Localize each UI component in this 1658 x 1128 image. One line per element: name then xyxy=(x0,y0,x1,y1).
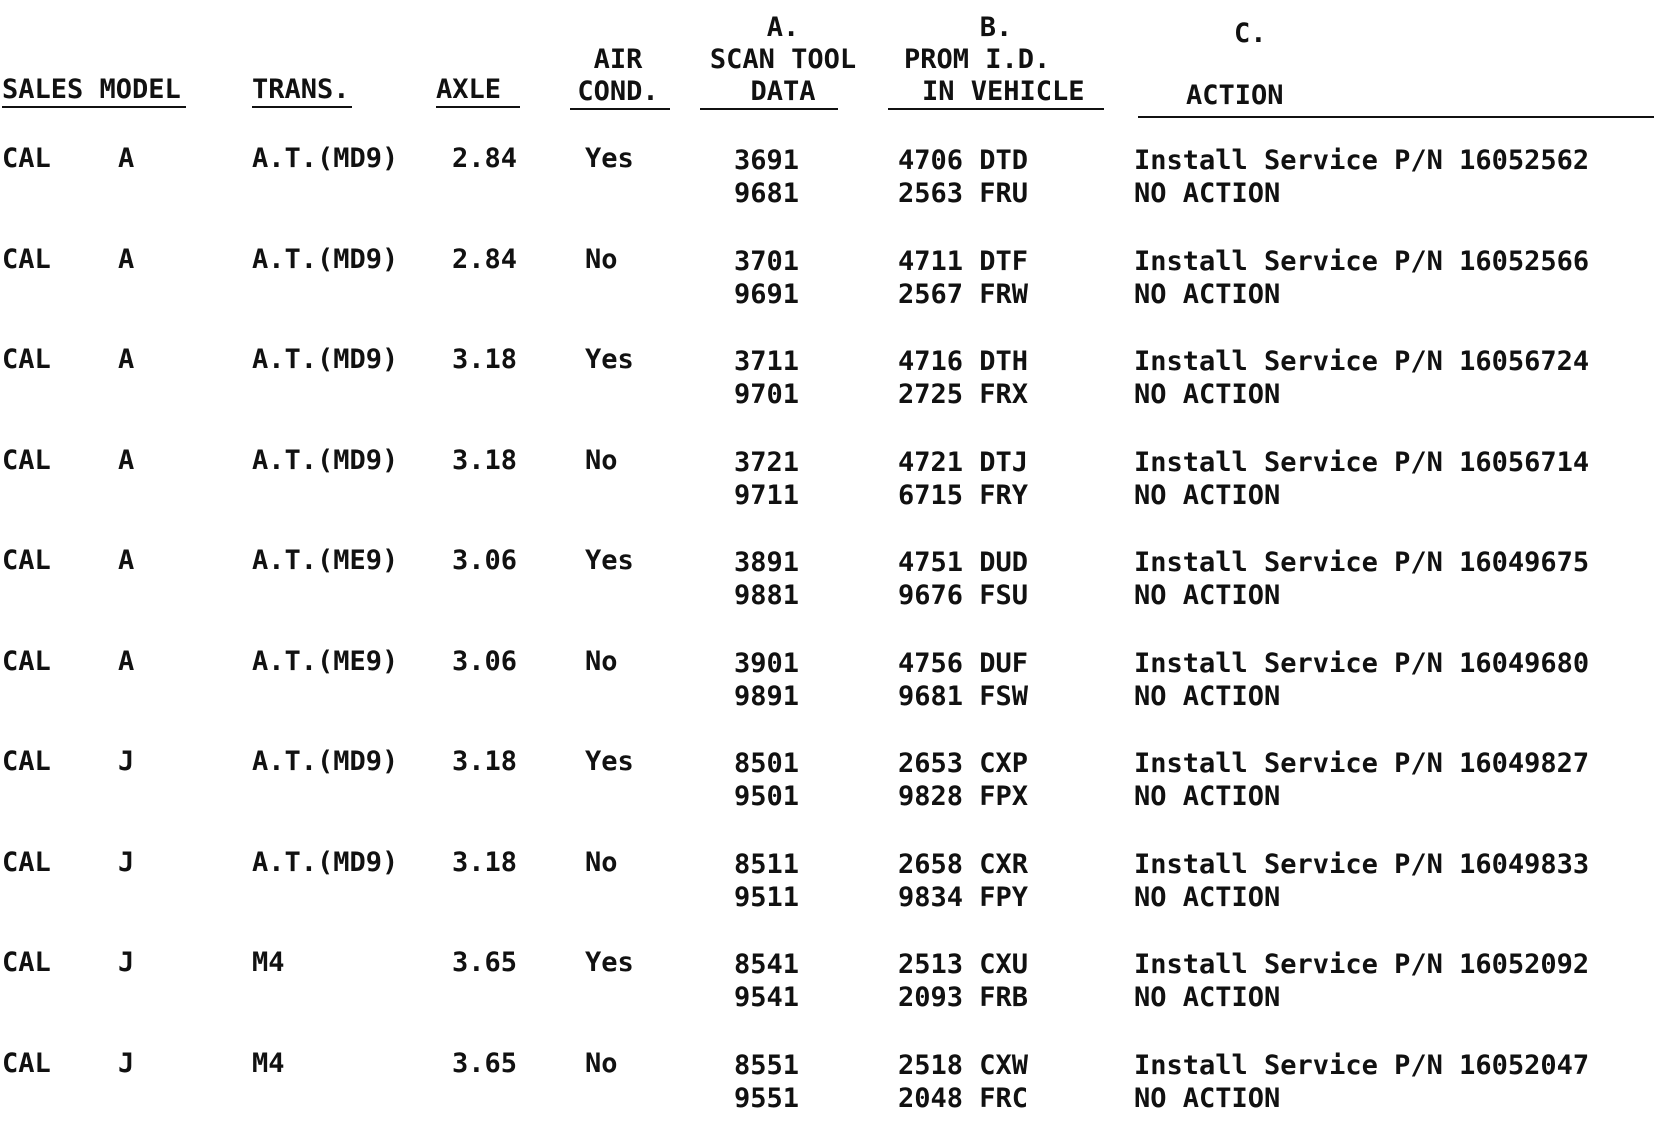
cell-scan-tool-data-line1: 8511 xyxy=(734,849,800,880)
cell-axle: 3.18 xyxy=(452,344,518,375)
cell-trans: M4 xyxy=(252,1048,285,1079)
header-air-cond-rule xyxy=(570,108,670,110)
table-row xyxy=(0,143,1658,223)
header-action-line2: ACTION xyxy=(1186,80,1284,111)
cell-model: J xyxy=(118,947,135,978)
header-sales-model-rule xyxy=(2,106,186,108)
cell-scan-tool-data-line2: 9541 xyxy=(734,982,800,1013)
cell-trans: A.T.(MD9) xyxy=(252,143,399,174)
cell-scan-tool-data-line2: 9701 xyxy=(734,379,800,410)
table-row xyxy=(0,344,1658,424)
cell-action-line2: NO ACTION xyxy=(1134,781,1281,812)
cell-sales: CAL xyxy=(2,244,51,275)
cell-action-line1: Install Service P/N 16049680 xyxy=(1134,648,1590,679)
cell-scan-tool-data-line1: 8541 xyxy=(734,949,800,980)
cell-trans: A.T.(MD9) xyxy=(252,344,399,375)
cell-action-line2: NO ACTION xyxy=(1134,279,1281,310)
cell-model: J xyxy=(118,746,135,777)
cell-prom-id-line1: 4721 DTJ xyxy=(898,447,1029,478)
cell-air-cond: Yes xyxy=(585,746,634,777)
cell-sales: CAL xyxy=(2,847,51,878)
table-row xyxy=(0,746,1658,826)
cell-prom-id-line2: 9681 FSW xyxy=(898,681,1029,712)
cell-action-line2: NO ACTION xyxy=(1134,982,1281,1013)
cell-model: A xyxy=(118,244,135,275)
cell-axle: 3.65 xyxy=(452,1048,518,1079)
table-row xyxy=(0,445,1658,525)
cell-trans: A.T.(ME9) xyxy=(252,646,399,677)
cell-prom-id-line1: 2518 CXW xyxy=(898,1050,1029,1081)
header-sales-model: SALES MODEL xyxy=(2,74,181,105)
header-prom-id-line1: B. xyxy=(979,12,1013,43)
cell-action-line1: Install Service P/N 16049833 xyxy=(1134,849,1590,880)
cell-axle: 2.84 xyxy=(452,244,518,275)
header-axle-rule xyxy=(436,106,520,108)
table-row xyxy=(0,646,1658,726)
cell-prom-id-line2: 2563 FRU xyxy=(898,178,1029,209)
cell-action-line1: Install Service P/N 16049675 xyxy=(1134,547,1590,578)
header-scan-tool-line2: SCAN TOOL xyxy=(709,44,857,75)
cell-action-line1: Install Service P/N 16052566 xyxy=(1134,246,1590,277)
cell-scan-tool-data-line2: 9891 xyxy=(734,681,800,712)
cell-prom-id-line2: 9676 FSU xyxy=(898,580,1029,611)
cell-trans: A.T.(MD9) xyxy=(252,847,399,878)
cell-action-line2: NO ACTION xyxy=(1134,1083,1281,1114)
cell-scan-tool-data-line1: 8551 xyxy=(734,1050,800,1081)
header-prom-id-rule xyxy=(888,108,1104,110)
cell-scan-tool-data-line2: 9691 xyxy=(734,279,800,310)
cell-model: A xyxy=(118,344,135,375)
cell-prom-id-line2: 2048 FRC xyxy=(898,1083,1029,1114)
cell-action-line1: Install Service P/N 16052047 xyxy=(1134,1050,1590,1081)
cell-scan-tool-data-line1: 3691 xyxy=(734,145,800,176)
cell-air-cond: Yes xyxy=(585,545,634,576)
cell-scan-tool-data-line1: 3901 xyxy=(734,648,800,679)
header-prom-id-line3: IN VEHICLE xyxy=(922,76,1085,107)
cell-air-cond: No xyxy=(585,847,618,878)
cell-action-line1: Install Service P/N 16052092 xyxy=(1134,949,1590,980)
table-row xyxy=(0,545,1658,625)
cell-scan-tool-data-line1: 3721 xyxy=(734,447,800,478)
cell-model: A xyxy=(118,143,135,174)
header-prom-id-line2: PROM I.D. xyxy=(904,44,1051,75)
header-scan-tool-line3: DATA xyxy=(750,76,816,107)
cell-action-line2: NO ACTION xyxy=(1134,379,1281,410)
cell-sales: CAL xyxy=(2,445,51,476)
cell-scan-tool-data-line1: 8501 xyxy=(734,748,800,779)
cell-sales: CAL xyxy=(2,947,51,978)
cell-action-line2: NO ACTION xyxy=(1134,882,1281,913)
cell-prom-id-line1: 4716 DTH xyxy=(898,346,1029,377)
cell-model: J xyxy=(118,847,135,878)
cell-action-line2: NO ACTION xyxy=(1134,480,1281,511)
cell-model: A xyxy=(118,646,135,677)
cell-trans: M4 xyxy=(252,947,285,978)
cell-scan-tool-data-line1: 3701 xyxy=(734,246,800,277)
cell-trans: A.T.(MD9) xyxy=(252,244,399,275)
cell-scan-tool-data-line2: 9711 xyxy=(734,480,800,511)
cell-action-line1: Install Service P/N 16052562 xyxy=(1134,145,1590,176)
cell-model: A xyxy=(118,445,135,476)
cell-sales: CAL xyxy=(2,143,51,174)
header-air-cond-line1: AIR xyxy=(593,44,643,75)
cell-scan-tool-data-line2: 9681 xyxy=(734,178,800,209)
cell-axle: 3.18 xyxy=(452,746,518,777)
cell-trans: A.T.(MD9) xyxy=(252,445,399,476)
cell-sales: CAL xyxy=(2,545,51,576)
cell-prom-id-line1: 4751 DUD xyxy=(898,547,1029,578)
cell-axle: 3.18 xyxy=(452,847,518,878)
table-row xyxy=(0,244,1658,324)
cell-prom-id-line2: 2567 FRW xyxy=(898,279,1029,310)
cell-action-line2: NO ACTION xyxy=(1134,178,1281,209)
cell-prom-id-line2: 9834 FPY xyxy=(898,882,1029,913)
cell-prom-id-line1: 2658 CXR xyxy=(898,849,1029,880)
cell-trans: A.T.(ME9) xyxy=(252,545,399,576)
cell-prom-id-line1: 4756 DUF xyxy=(898,648,1029,679)
cell-sales: CAL xyxy=(2,1048,51,1079)
header-scan-tool-rule xyxy=(700,108,838,110)
header-trans: TRANS. xyxy=(252,74,350,105)
cell-action-line1: Install Service P/N 16056714 xyxy=(1134,447,1590,478)
cell-air-cond: Yes xyxy=(585,344,634,375)
cell-model: J xyxy=(118,1048,135,1079)
header-action-line1: C. xyxy=(1234,18,1267,49)
table-row xyxy=(0,847,1658,927)
cell-axle: 3.18 xyxy=(452,445,518,476)
cell-prom-id-line1: 4706 DTD xyxy=(898,145,1029,176)
cell-air-cond: No xyxy=(585,1048,618,1079)
cell-scan-tool-data-line2: 9881 xyxy=(734,580,800,611)
cell-action-line1: Install Service P/N 16056724 xyxy=(1134,346,1590,377)
header-air-cond-line2: COND. xyxy=(577,76,659,107)
cell-scan-tool-data-line2: 9551 xyxy=(734,1083,800,1114)
header-action-rule xyxy=(1138,116,1654,118)
header-trans-rule xyxy=(252,106,352,108)
cell-prom-id-line2: 9828 FPX xyxy=(898,781,1029,812)
cell-trans: A.T.(MD9) xyxy=(252,746,399,777)
cell-action-line2: NO ACTION xyxy=(1134,681,1281,712)
cell-air-cond: No xyxy=(585,244,618,275)
cell-prom-id-line1: 4711 DTF xyxy=(898,246,1029,277)
header-axle: AXLE xyxy=(436,74,502,105)
cell-sales: CAL xyxy=(2,344,51,375)
cell-scan-tool-data-line2: 9511 xyxy=(734,882,800,913)
table-row xyxy=(0,1048,1658,1128)
cell-prom-id-line2: 2725 FRX xyxy=(898,379,1029,410)
cell-prom-id-line2: 6715 FRY xyxy=(898,480,1029,511)
cell-axle: 3.06 xyxy=(452,545,518,576)
cell-scan-tool-data-line1: 3891 xyxy=(734,547,800,578)
cell-axle: 2.84 xyxy=(452,143,518,174)
cell-prom-id-line2: 2093 FRB xyxy=(898,982,1029,1013)
cell-axle: 3.06 xyxy=(452,646,518,677)
table-row xyxy=(0,947,1658,1027)
cell-action-line2: NO ACTION xyxy=(1134,580,1281,611)
cell-air-cond: No xyxy=(585,646,618,677)
header-scan-tool-line1: A. xyxy=(766,12,800,43)
cell-air-cond: Yes xyxy=(585,143,634,174)
cell-sales: CAL xyxy=(2,646,51,677)
cell-air-cond: Yes xyxy=(585,947,634,978)
cell-scan-tool-data-line2: 9501 xyxy=(734,781,800,812)
cell-sales: CAL xyxy=(2,746,51,777)
cell-prom-id-line1: 2653 CXP xyxy=(898,748,1029,779)
cell-action-line1: Install Service P/N 16049827 xyxy=(1134,748,1590,779)
cell-model: A xyxy=(118,545,135,576)
cell-air-cond: No xyxy=(585,445,618,476)
cell-axle: 3.65 xyxy=(452,947,518,978)
cell-prom-id-line1: 2513 CXU xyxy=(898,949,1029,980)
cell-scan-tool-data-line1: 3711 xyxy=(734,346,800,377)
